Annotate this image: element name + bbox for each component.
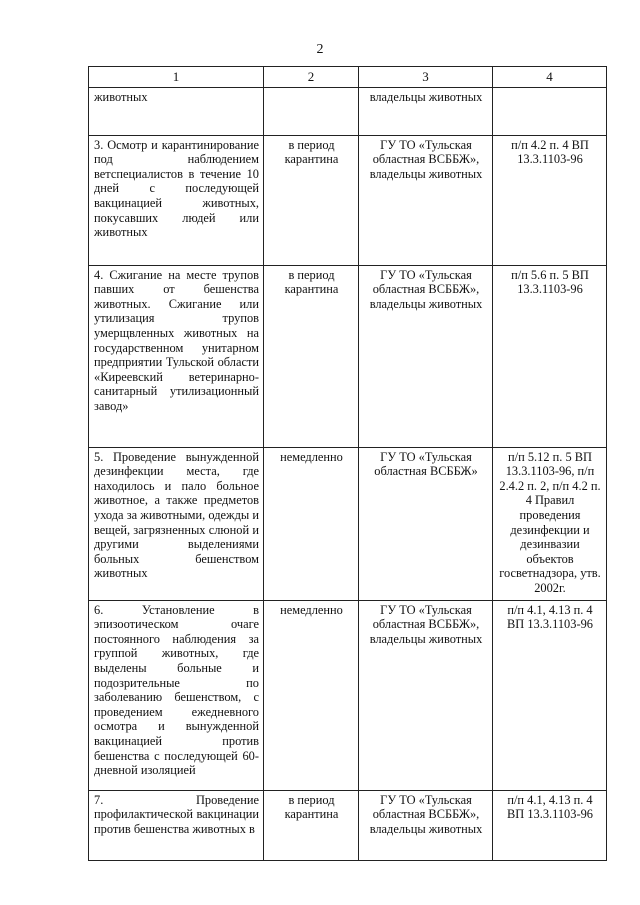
column-header-3: 3 [359,67,493,88]
basis-cell [493,87,607,135]
table-row [89,447,607,600]
column-header-2: 2 [264,67,359,88]
column-header-1: 1 [89,67,264,88]
table-row [89,135,607,265]
measures-table [88,66,607,861]
executor-cell: владельцы животных [359,87,493,135]
basis-cell: п/п 4.1, 4.13 п. 4 ВП 13.3.1103-96 [493,600,607,790]
table-header-row [89,67,607,88]
measure-cell: 4. Сжигание на месте трупов павших от бешенства животных. Сжигание или утилизация трупов умерщвленных животных на государственном унитарном предприятии Тульской области «Киреевский ветеринарно-санитарный утилизационный завод» [89,265,264,447]
measure-cell: животных [89,87,264,135]
executor-cell: ГУ ТО «Тульская областная ВСББЖ», владельцы животных [359,265,493,447]
table-row [89,600,607,790]
basis-cell: п/п 5.12 п. 5 ВП 13.3.1103-96, п/п 2.4.2 п. 2, п/п 4.2 п. 4 Правил проведения дезинфекции и дезинвазии объектов госветнадзора, утв. 2002г. [493,447,607,600]
table-row [89,265,607,447]
measure-cell: 5. Проведение вынужденной дезинфекции места, где находилось и пало больное животное, а также предметов ухода за животными, одежды и вещей, загрязненных слюной и другими выделениями больных бешенством животных [89,447,264,600]
term-cell: в период карантина [264,790,359,860]
table-row [89,87,607,135]
term-cell: немедленно [264,600,359,790]
basis-cell: п/п 4.1, 4.13 п. 4 ВП 13.3.1103-96 [493,790,607,860]
executor-cell: ГУ ТО «Тульская областная ВСББЖ» [359,447,493,600]
measure-cell: 3. Осмотр и карантинирование под наблюдением ветспециалистов в течение 10 дней с последующей вакцинацией животных, покусавших людей или животных [89,135,264,265]
measure-cell: 6. Установление в эпизоотическом очаге постоянного наблюдения за группой животных, где выделены больные и подозрительные по заболеванию бешенством, с проведением ежедневного осмотра и вынужденной вакцинацией против бешенства с последующей 60-дневной изоляцией [89,600,264,790]
executor-cell: ГУ ТО «Тульская областная ВСББЖ», владельцы животных [359,135,493,265]
column-header-4: 4 [493,67,607,88]
basis-cell: п/п 4.2 п. 4 ВП 13.3.1103-96 [493,135,607,265]
term-cell: в период карантина [264,135,359,265]
term-cell: немедленно [264,447,359,600]
term-cell: в период карантина [264,265,359,447]
page-number: 2 [316,42,324,57]
executor-cell: ГУ ТО «Тульская областная ВСББЖ», владельцы животных [359,790,493,860]
term-cell [264,87,359,135]
measure-cell: 7. Проведение профилактической вакцинации против бешенства животных в [89,790,264,860]
table-row [89,790,607,860]
executor-cell: ГУ ТО «Тульская областная ВСББЖ», владельцы животных [359,600,493,790]
basis-cell: п/п 5.6 п. 5 ВП 13.3.1103-96 [493,265,607,447]
